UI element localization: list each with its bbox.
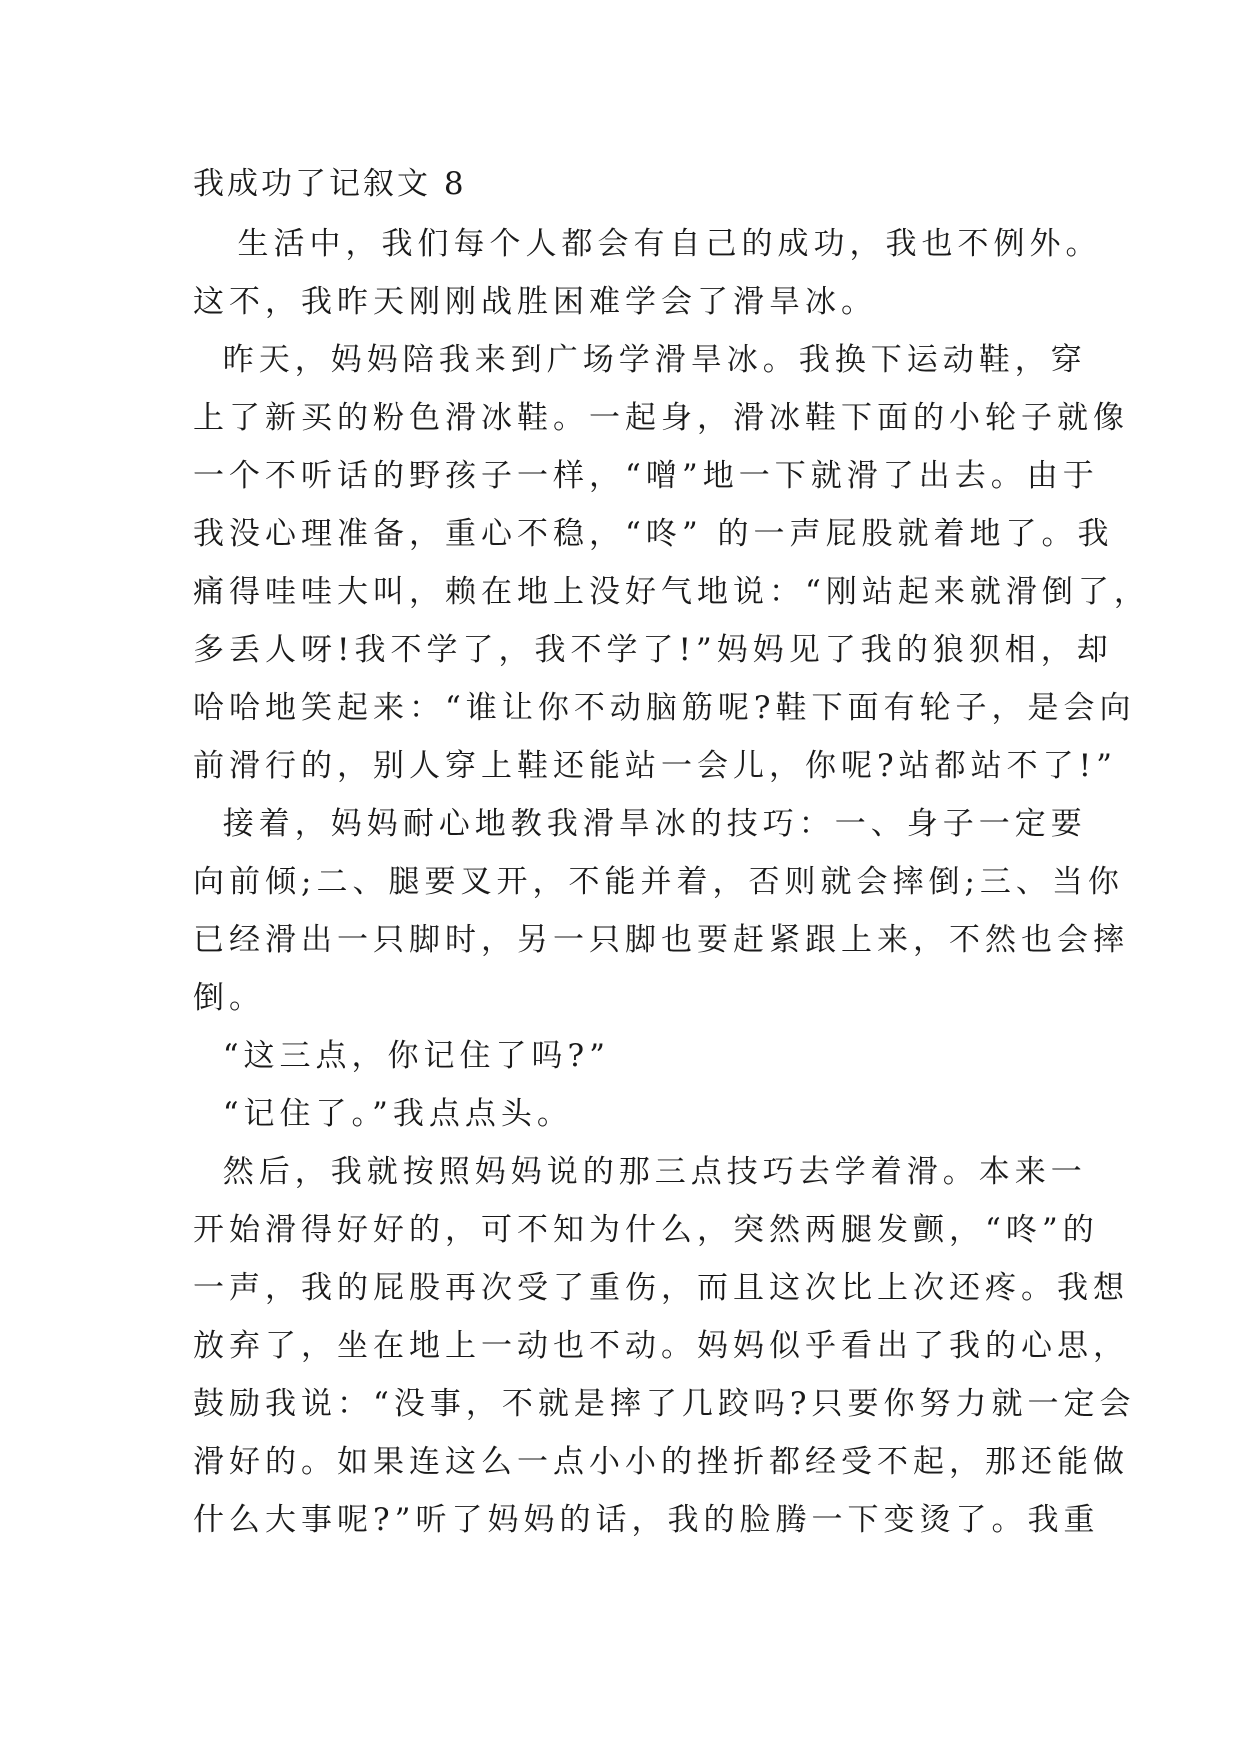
text-line: 前滑行的，别人穿上鞋还能站一会儿，你呢?站都站不了!” — [193, 748, 1117, 784]
text-line: 滑好的。如果连这么一点小小的挫折都经受不起，那还能做 — [193, 1444, 1129, 1480]
text-line: 向前倾;二、腿要叉开，不能并着，否则就会摔倒;三、当你 — [193, 864, 1124, 900]
text-line: 痛得哇哇大叫，赖在地上没好气地说：“刚站起来就滑倒了， — [193, 574, 1150, 610]
text-line: “记住了。”我点点头。 — [193, 1096, 573, 1132]
text-line: 上了新买的粉色滑冰鞋。一起身，滑冰鞋下面的小轮子就像 — [193, 400, 1129, 436]
text-line: 我没心理准备，重心不稳，“咚” 的一声屁股就着地了。我 — [193, 516, 1114, 552]
text-line: 鼓励我说：“没事，不就是摔了几跤吗?只要你努力就一定会 — [193, 1386, 1136, 1422]
text-line: 开始滑得好好的，可不知为什么，突然两腿发颤，“咚”的 — [193, 1212, 1099, 1248]
text-line: 生活中，我们每个人都会有自己的成功，我也不例外。 — [193, 226, 1102, 262]
text-line: 这不，我昨天刚刚战胜困难学会了滑旱冰。 — [193, 284, 877, 320]
text-line: 多丢人呀!我不学了，我不学了!”妈妈见了我的狼狈相，却 — [193, 632, 1113, 668]
document-title: 我成功了记叙文 8 — [193, 166, 467, 202]
text-line: 已经滑出一只脚时，另一只脚也要赶紧跟上来，不然也会摔 — [193, 922, 1129, 958]
text-line: 接着，妈妈耐心地教我滑旱冰的技巧：一、身子一定要 — [193, 806, 1087, 842]
text-line: 然后，我就按照妈妈说的那三点技巧去学着滑。本来一 — [193, 1154, 1087, 1190]
text-line: 倒。 — [193, 980, 265, 1016]
text-line: “这三点，你记住了吗?” — [193, 1038, 611, 1074]
text-line: 放弃了，坐在地上一动也不动。妈妈似乎看出了我的心思， — [193, 1328, 1129, 1364]
text-line: 哈哈地笑起来：“谁让你不动脑筋呢?鞋下面有轮子，是会向 — [193, 690, 1136, 726]
text-line: 什么大事呢?”听了妈妈的话，我的脸腾一下变烫了。我重 — [193, 1502, 1100, 1538]
text-line: 昨天，妈妈陪我来到广场学滑旱冰。我换下运动鞋，穿 — [193, 342, 1087, 378]
text-line: 一个不听话的野孩子一样，“噌”地一下就滑了出去。由于 — [193, 458, 1099, 494]
text-line: 一声，我的屁股再次受了重伤，而且这次比上次还疼。我想 — [193, 1270, 1129, 1306]
